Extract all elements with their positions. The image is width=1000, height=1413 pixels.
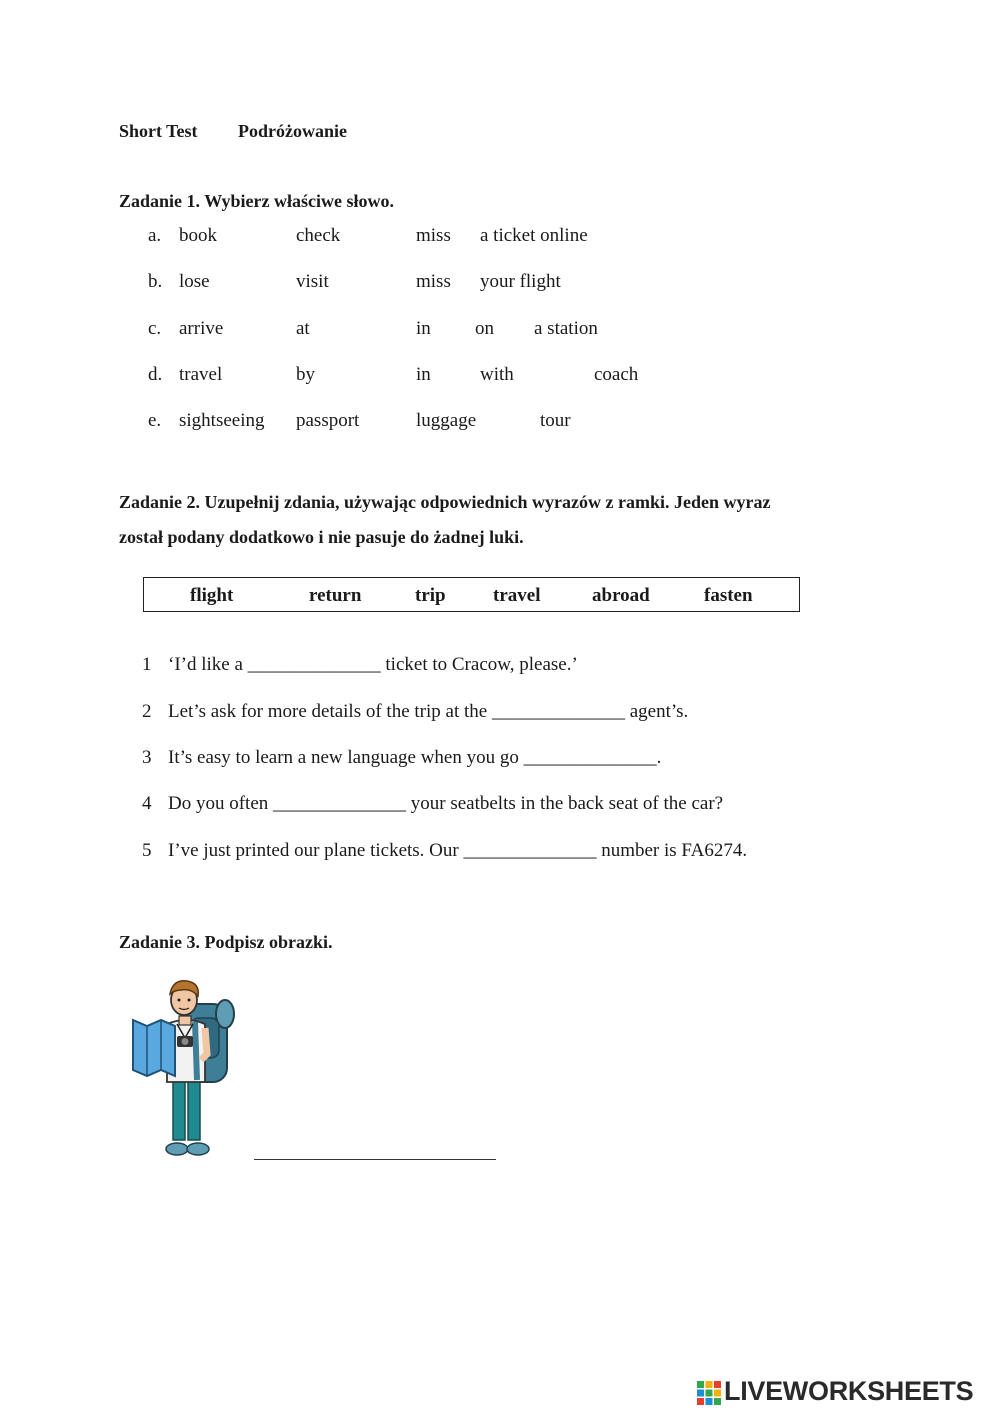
task1-option[interactable]: passport	[296, 410, 360, 431]
task1-phrase: coach	[594, 364, 639, 385]
task1-option[interactable]: at	[296, 318, 310, 339]
task1-option[interactable]: visit	[296, 271, 329, 292]
liveworksheets-logo-icon	[696, 1380, 722, 1406]
task2-heading-line2: został podany dodatkowo i nie pasuje do żadnej luki.	[119, 527, 524, 547]
sentence-text[interactable]: I’ve just printed our plane tickets. Our ______________ number is FA6274.	[168, 840, 748, 861]
sentence-number: 5	[142, 840, 152, 861]
word-bank-word: trip	[415, 585, 446, 606]
task2-heading-line1: Zadanie 2. Uzupełnij zdania, używając odpowiednich wyrazów z ramki. Jeden wyraz	[119, 492, 771, 512]
task1-phrase: your flight	[480, 271, 561, 292]
word-bank-box	[143, 577, 800, 612]
task1-row-letter: c.	[148, 318, 162, 339]
task1-option[interactable]: check	[296, 225, 341, 246]
word-bank-word: fasten	[704, 585, 753, 606]
task1-option[interactable]: in	[416, 318, 431, 339]
sentence-text[interactable]: It’s easy to learn a new language when you go ______________.	[168, 747, 662, 768]
task1-option[interactable]: miss	[416, 225, 451, 246]
sentence-text[interactable]: Do you often ______________ your seatbelts in the back seat of the car?	[168, 793, 724, 814]
task1-phrase: a ticket online	[480, 225, 588, 246]
page-subtitle: Podróżowanie	[238, 121, 347, 141]
task1-row-letter: b.	[148, 271, 163, 292]
sentence-text[interactable]: ‘I’d like a ______________ ticket to Cracow, please.’	[168, 654, 578, 675]
liveworksheets-logo	[696, 1376, 996, 1410]
task1-row-letter: a.	[148, 225, 162, 246]
sentence-number: 1	[142, 654, 152, 675]
task1-option: travel	[179, 364, 223, 385]
word-bank-word: return	[309, 585, 362, 606]
task1-option[interactable]: on	[475, 318, 494, 339]
task3-heading: Zadanie 3. Podpisz obrazki.	[119, 932, 333, 952]
task1-option[interactable]: luggage	[416, 410, 477, 431]
task1-option[interactable]: miss	[416, 271, 451, 292]
word-bank-word: travel	[493, 585, 541, 606]
task1-option[interactable]: sightseeing	[179, 410, 265, 431]
task1-option[interactable]: in	[416, 364, 431, 385]
word-bank-word: flight	[190, 585, 234, 606]
task1-option[interactable]: by	[296, 364, 315, 385]
traveler-with-map-illustration	[125, 978, 240, 1160]
task1-option[interactable]: arrive	[179, 318, 224, 339]
sentence-text[interactable]: Let’s ask for more details of the trip at the ______________ agent’s.	[168, 701, 689, 722]
task1-heading: Zadanie 1. Wybierz właściwe słowo.	[119, 191, 394, 211]
sentence-number: 4	[142, 793, 152, 814]
task1-row-letter: d.	[148, 364, 163, 385]
liveworksheets-brand-text: LIVEWORKSHEETS	[724, 1376, 974, 1406]
picture-answer-line[interactable]	[254, 1159, 496, 1160]
task1-row-letter: e.	[148, 410, 162, 431]
task1-phrase: a station	[534, 318, 598, 339]
sentence-number: 3	[142, 747, 152, 768]
task1-option[interactable]: book	[179, 225, 217, 246]
task1-option[interactable]: tour	[540, 410, 571, 431]
sentence-number: 2	[142, 701, 152, 722]
task1-option[interactable]: lose	[179, 271, 210, 292]
word-bank-word: abroad	[592, 585, 650, 606]
task1-option[interactable]: with	[480, 364, 514, 385]
page-title: Short Test	[119, 121, 198, 141]
